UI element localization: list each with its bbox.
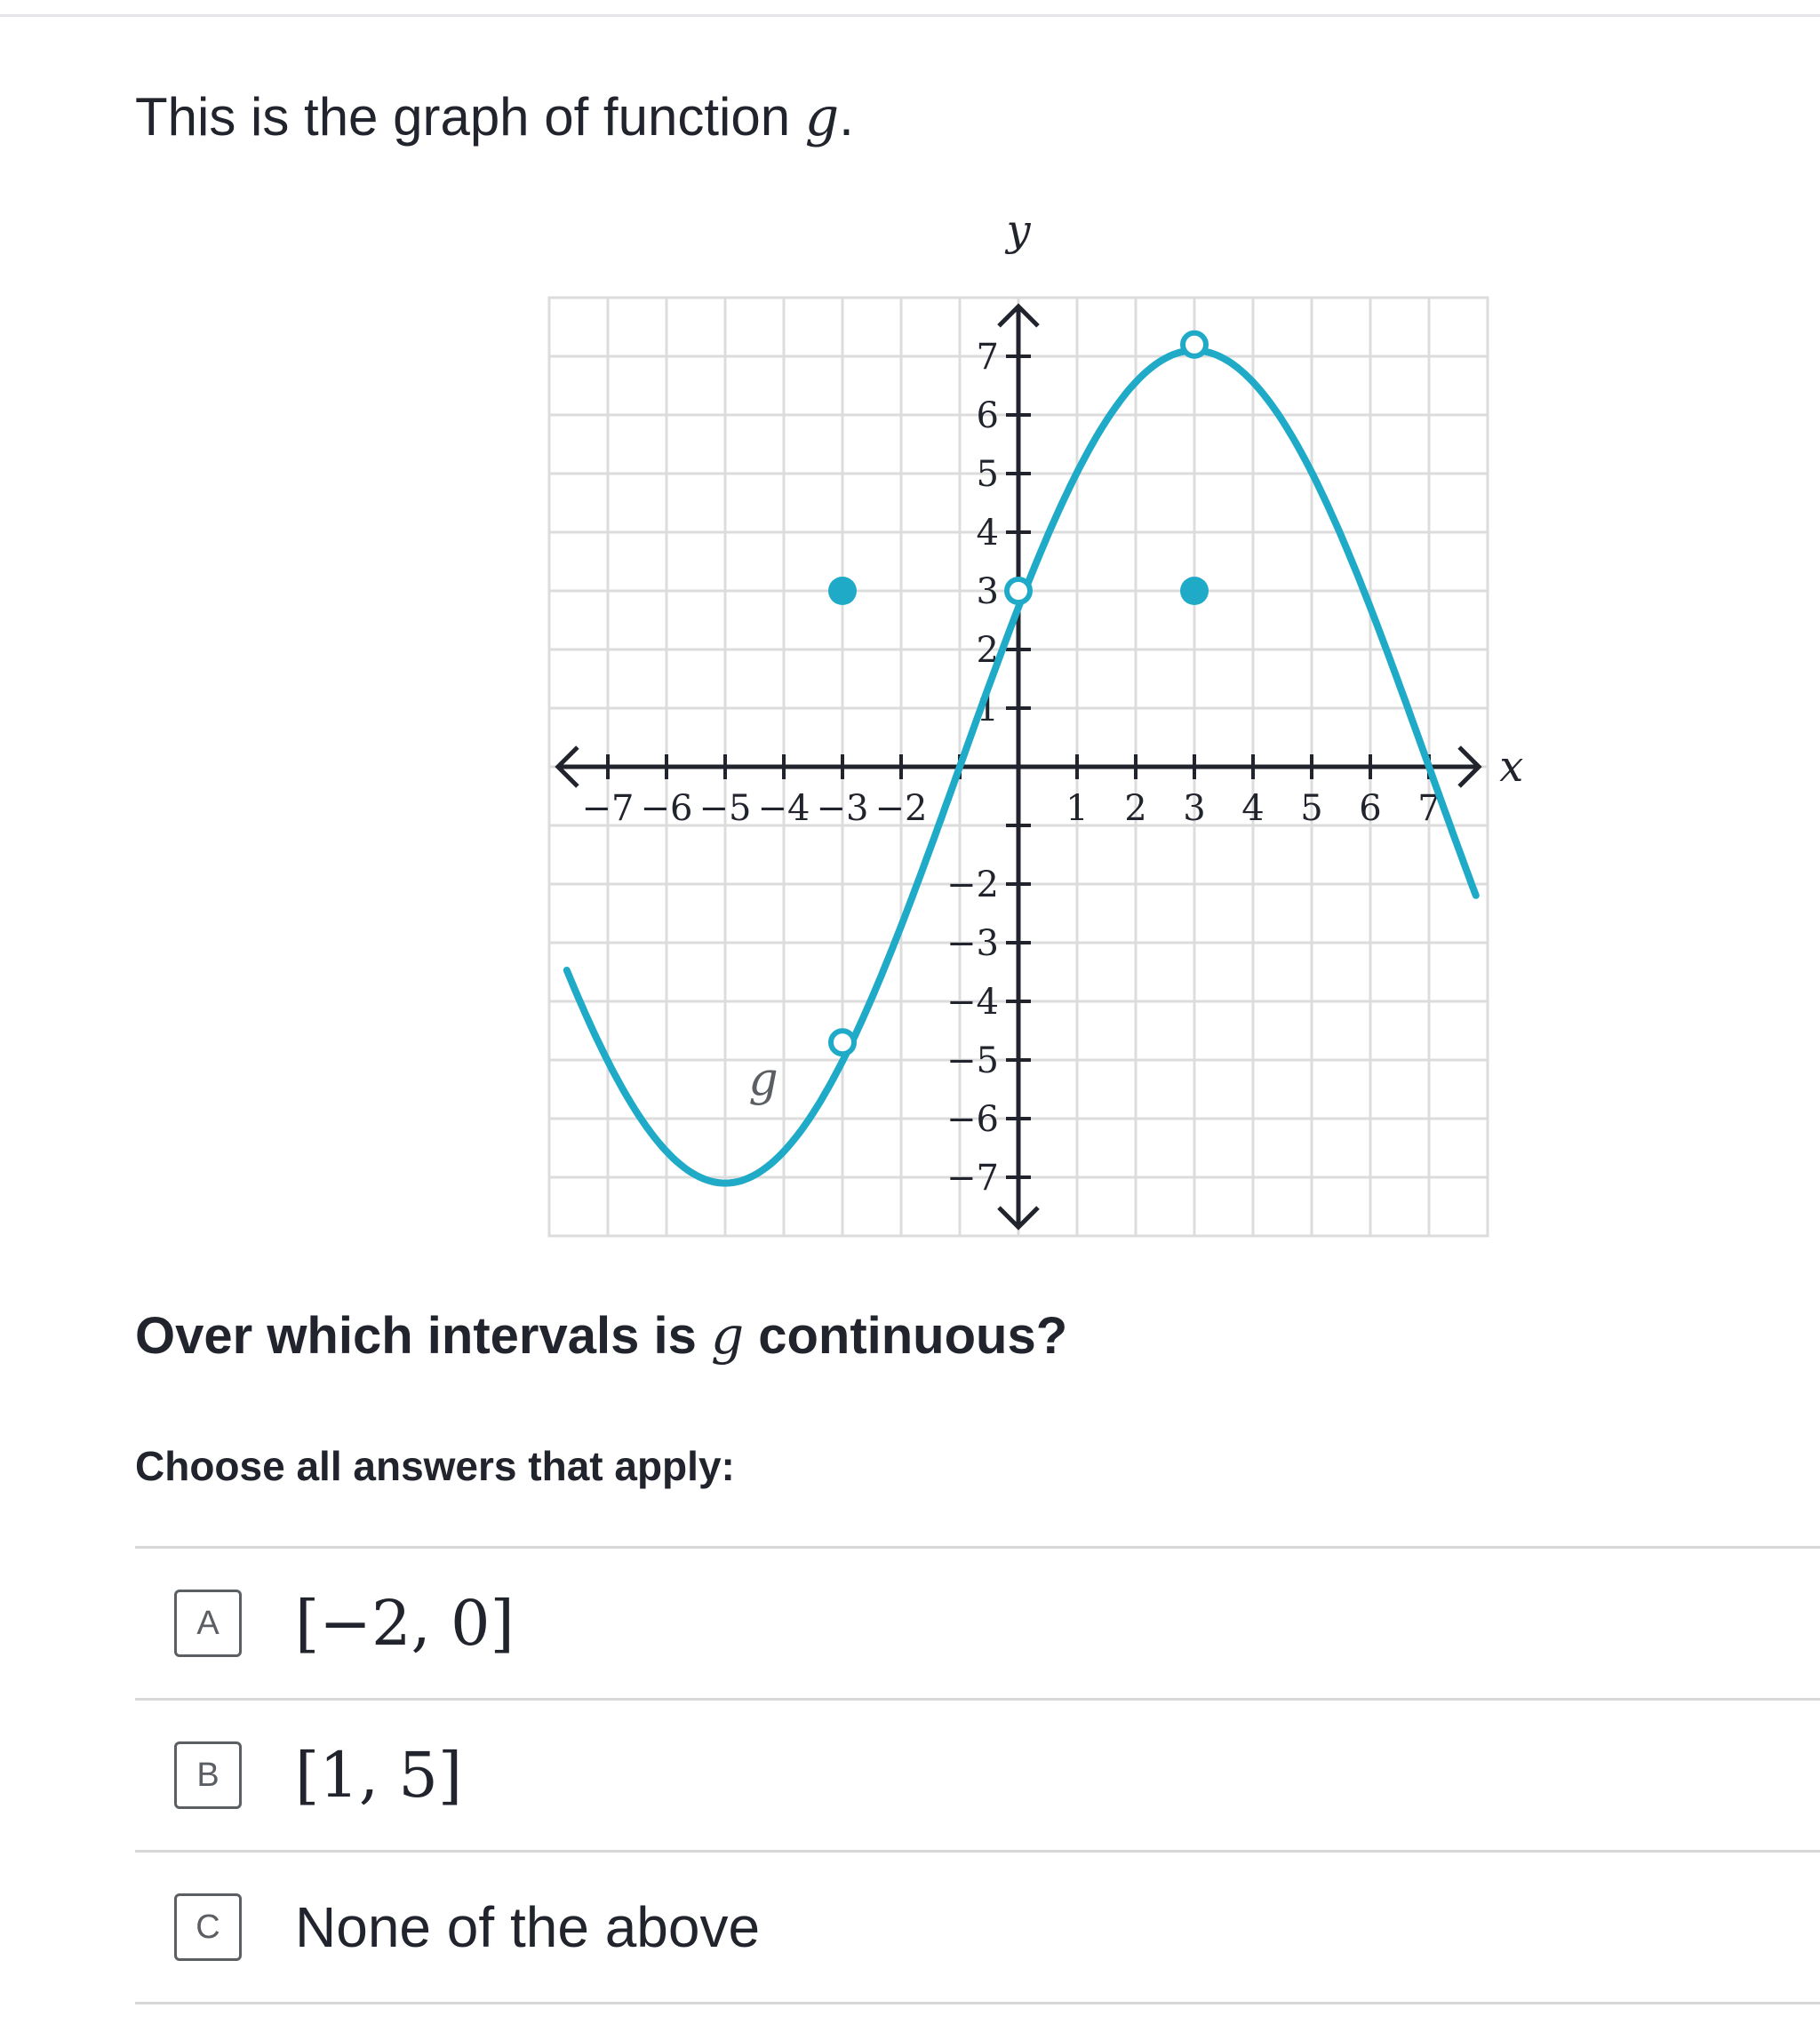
choice-b[interactable]	[135, 1701, 1820, 1850]
x-tick-label: 6	[1359, 788, 1382, 829]
choice-a[interactable]	[135, 1549, 1820, 1698]
x-tick-label: −4	[757, 788, 810, 829]
x-tick-label: 7	[1417, 788, 1441, 829]
y-axis-label: y	[1006, 213, 1031, 256]
y-tick-label: −3	[946, 923, 999, 964]
y-tick-label: 2	[976, 630, 999, 671]
open-point	[1183, 333, 1206, 356]
closed-point	[828, 577, 857, 605]
intro-prefix: This is the graph of function	[135, 87, 805, 147]
y-tick-label: 3	[976, 571, 999, 612]
x-tick-label: −7	[581, 788, 635, 829]
top-divider	[0, 14, 1820, 17]
x-tick-label: −6	[640, 788, 693, 829]
graph-svg	[498, 213, 1564, 1262]
x-tick-label: 5	[1300, 788, 1323, 829]
closed-point	[1180, 577, 1209, 605]
intro-text	[135, 85, 854, 149]
x-tick-label: 1	[1066, 788, 1089, 829]
choice-c-letter: C	[174, 1893, 242, 1961]
choice-b-text: [1, 5]	[295, 1739, 463, 1812]
question-suffix: continuous?	[744, 1307, 1068, 1365]
x-tick-label: 4	[1241, 788, 1265, 829]
intro-suffix: .	[839, 87, 854, 147]
y-tick-label: 4	[976, 513, 999, 554]
function-graph	[498, 213, 1564, 1262]
y-tick-label: 5	[976, 454, 999, 495]
x-tick-label: −5	[698, 788, 752, 829]
y-tick-label: −5	[946, 1040, 999, 1081]
y-tick-label: 7	[976, 337, 999, 378]
y-tick-label: 1	[976, 689, 999, 729]
y-tick-label: −6	[946, 1099, 999, 1140]
answer-instructions: Choose all answers that apply:	[135, 1443, 735, 1489]
y-tick-label: −4	[946, 982, 999, 1023]
x-tick-label: −3	[816, 788, 869, 829]
y-tick-label: −7	[946, 1158, 999, 1199]
curve-label: g	[748, 1053, 778, 1107]
question-prefix: Over which intervals is	[135, 1307, 711, 1365]
intro-function-name: g	[804, 86, 840, 148]
choice-c-text: None of the above	[295, 1895, 761, 1959]
open-point	[1007, 579, 1030, 602]
x-tick-label: −2	[874, 788, 928, 829]
question-function-name: g	[710, 1305, 745, 1366]
answer-choices	[135, 1546, 1820, 2004]
x-tick-label: 2	[1124, 788, 1147, 829]
x-tick-label: 3	[1183, 788, 1206, 829]
y-tick-label: −2	[946, 865, 999, 905]
choice-divider	[135, 2002, 1820, 2004]
choice-b-letter: B	[174, 1741, 242, 1809]
choice-a-text: [−2, 0]	[295, 1587, 515, 1660]
choice-a-letter: A	[174, 1590, 242, 1657]
x-axis-label: x	[1499, 742, 1524, 792]
y-tick-label: 6	[976, 395, 999, 436]
question-text	[135, 1304, 1067, 1367]
open-point	[831, 1031, 854, 1054]
choice-c[interactable]	[135, 1853, 1820, 2002]
